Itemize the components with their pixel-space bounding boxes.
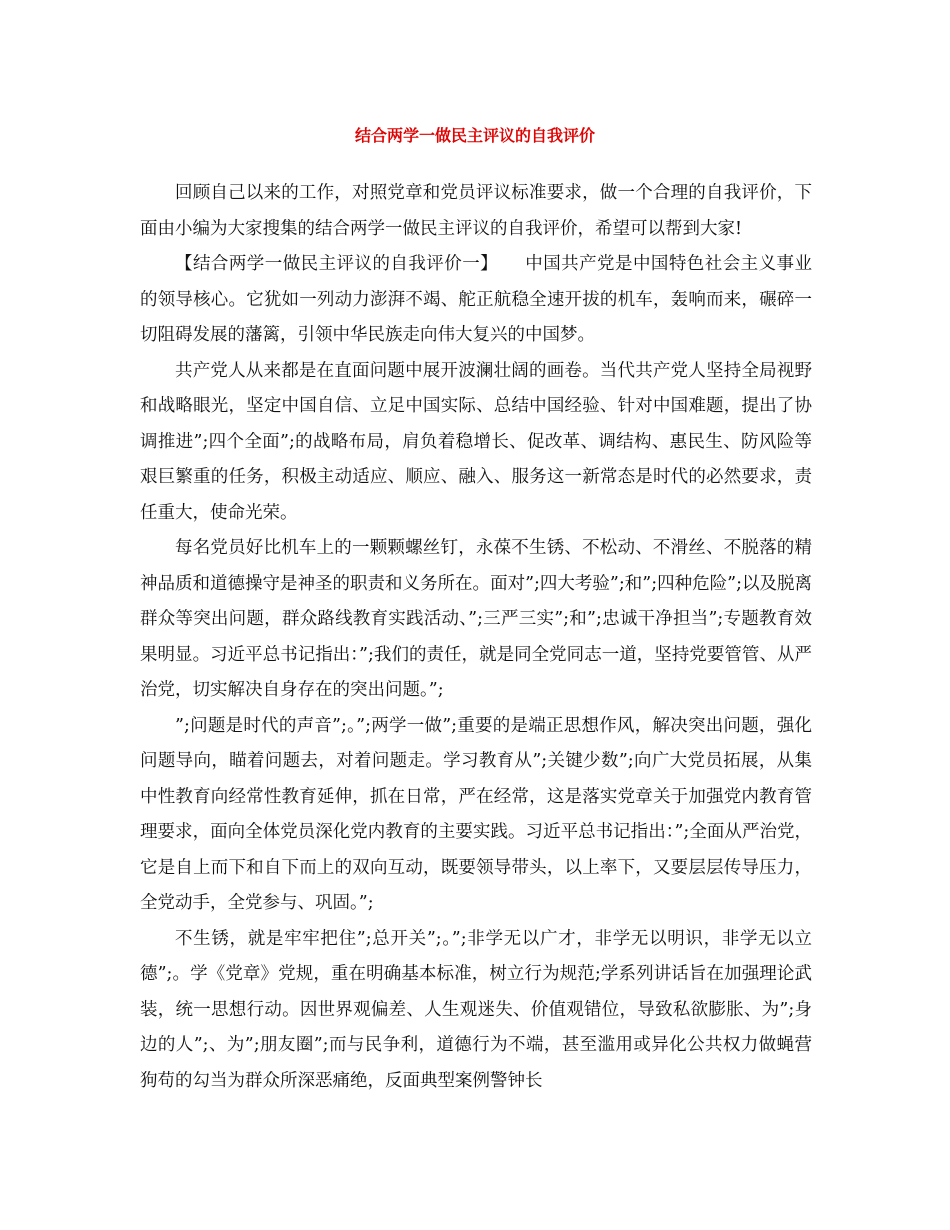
paragraph-no-rust: 不生锈，就是牢牢把住”;总开关”;。”;非学无以广才，非学无以明识，非学无以立德”;。学《党章》党规，重在明确基本标准，树立行为规范;学系列讲话旨在加强理论武装，统一思想行动。因世界观偏差、人生观迷失、价值观错位，导致私欲膨胀、为”;身边的人”;、为”;朋友圈”;而与民争利，道德行为不端，甚至滥用或异化公共权力做蝇营狗苟的勾当为群众所深恶痛绝，反面典型案例警钟长 bbox=[140, 928, 812, 1091]
paragraph-intro: 回顾自己以来的工作，对照党章和党员评议标准要求，做一个合理的自我评价，下面由小编为大家搜集的结合两学一做民主评议的自我评价，希望可以帮到大家! bbox=[140, 183, 812, 239]
document-body bbox=[140, 176, 812, 1099]
document-title: 结合两学一做民主评议的自我评价 bbox=[354, 126, 595, 145]
paragraph-problems: 共产党人从来都是在直面问题中展开波澜壮阔的画卷。当代共产党人坚持全局视野和战略眼光，坚定中国自信、立足中国实际、总结中国经验、针对中国难题，提出了协调推进”;四个全面”;的战略布局，肩负着稳增长、促改革、调结构、惠民生、防风险等艰巨繁重的任务，积极主动适应、顺应、融入、服务这一新常态是时代的必然要求，责任重大，使命光荣。 bbox=[140, 360, 812, 523]
paragraph-section-one: 【结合两学一做民主评议的自我评价一】 中国共产党是中国特色社会主义事业的领导核心。它犹如一列动力澎湃不竭、舵正航稳全速开拔的机车，轰响而来，碾碎一切阻碍发展的藩篱，引领中华民族走向伟大复兴的中国梦。 bbox=[140, 254, 812, 345]
paragraph-voice-of-era: ”;问题是时代的声音”;。”;两学一做”;重要的是端正思想作风，解决突出问题，强化问题导向，瞄着问题去，对着问题走。学习教育从”;关键少数”;向广大党员拓展，从集中性教育向经常性教育延伸，抓在日常，严在经常，这是落实党章关于加强党内教育管理要求，面向全体党员深化党内教育的主要实践。习近平总书记指出：”;全面从严治党，它是自上而下和自下而上的双向互动，既要领导带头，以上率下，又要层层传导压力，全党动手，全党参与、巩固。”; bbox=[140, 715, 812, 913]
paragraph-screws: 每名党员好比机车上的一颗颗螺丝钉，永葆不生锈、不松动、不滑丝、不脱落的精神品质和道德操守是神圣的职责和义务所在。面对”;四大考验”;和”;四种危险”;以及脱离群众等突出问题，群众路线教育实践活动、”;三严三实”;和”;忠诚干净担当”;专题教育效果明显。习近平总书记指出：”;我们的责任，就是同全党同志一道，坚持党要管管、从严治党，切实解决自身存在的突出问题。”; bbox=[140, 538, 812, 700]
